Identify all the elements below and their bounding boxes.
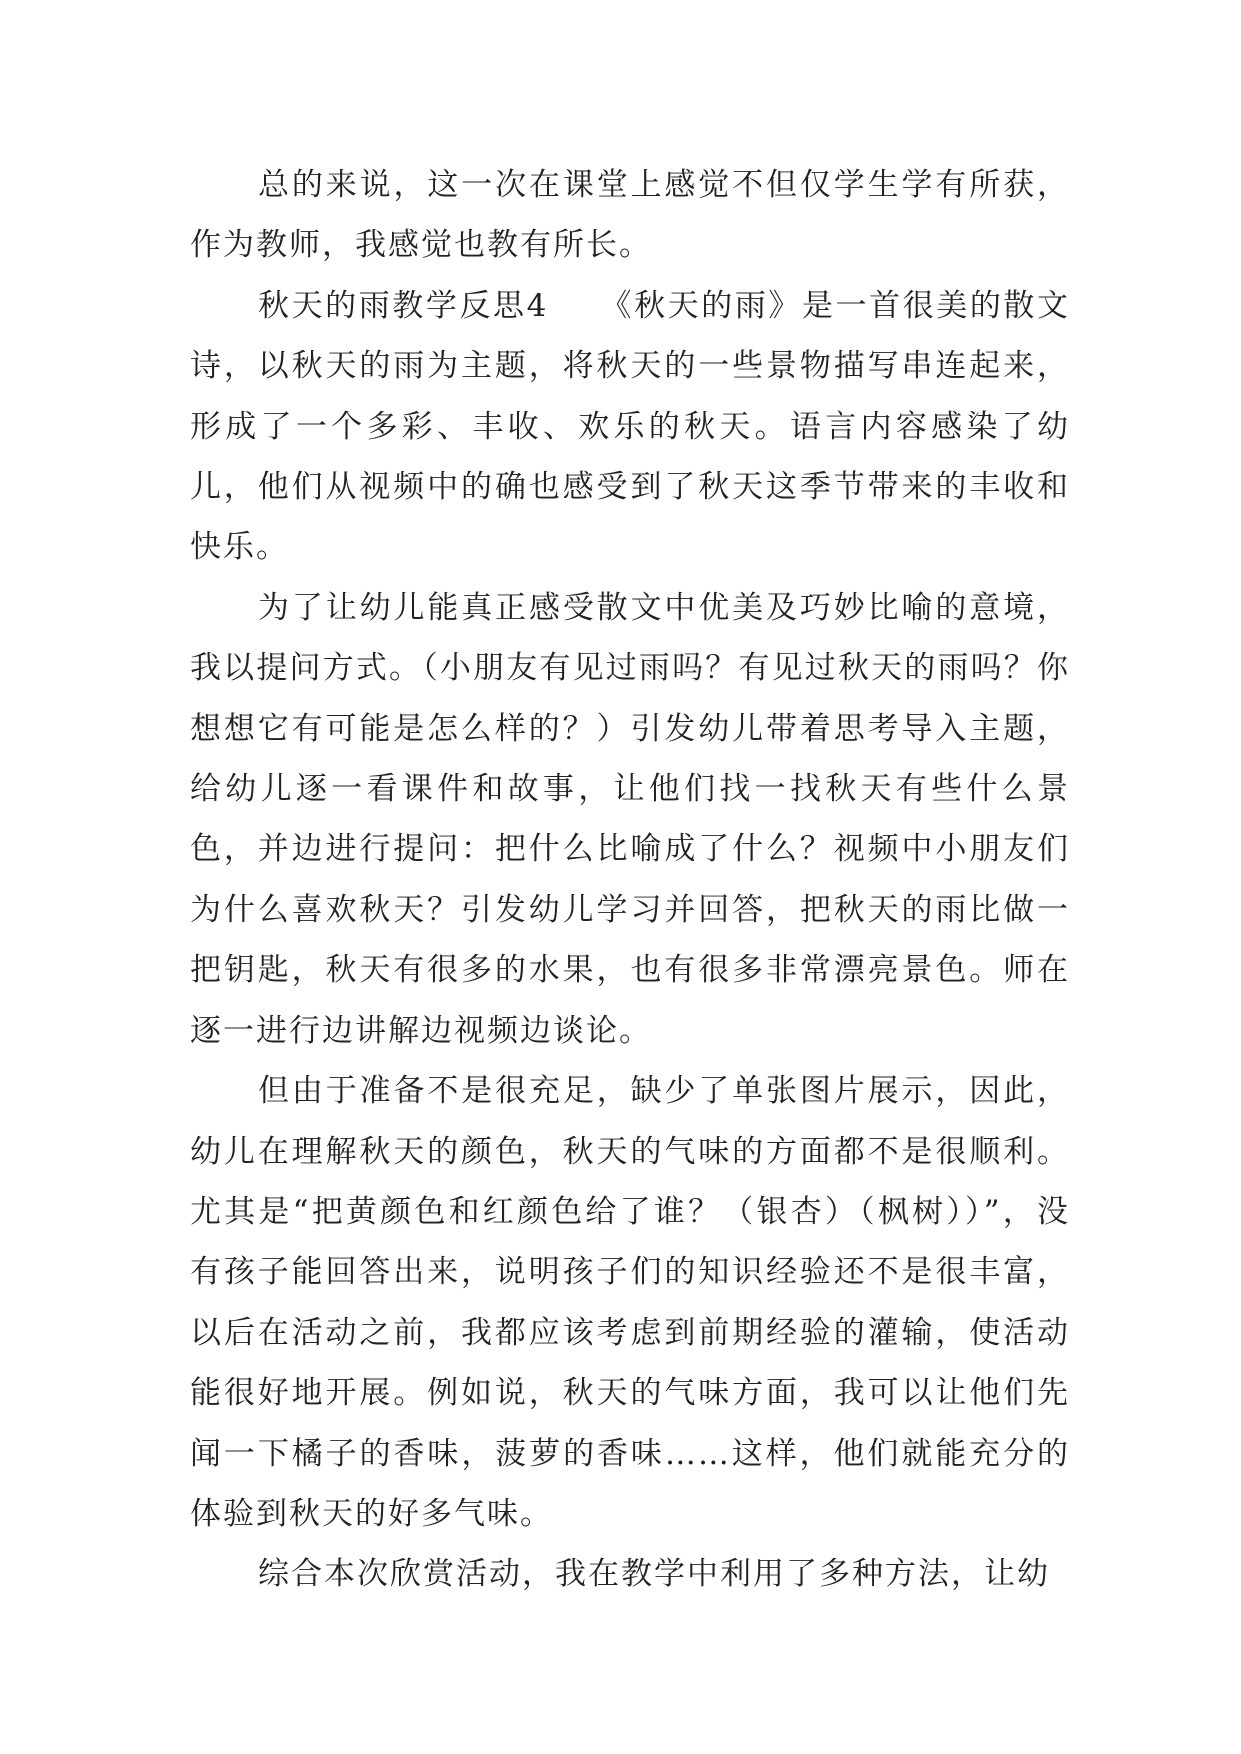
document-body	[190, 155, 1070, 1605]
paragraph-shortcomings: 但由于准备不是很充足，缺少了单张图片展示，因此，幼儿在理解秋天的颜色，秋天的气味的方面都不是很顺利。尤其是“把黄颜色和红颜色给了谁？（银杏）（枫树））”，没有孩子能回答出来，说明孩子们的知识经验还不是很丰富，以后在活动之前，我都应该考虑到前期经验的灌输，使活动能很好地开展。例如说，秋天的气味方面，我可以让他们先闻一下橘子的香味，菠萝的香味……这样，他们就能充分的体验到秋天的好多气味。	[190, 1073, 1070, 1532]
paragraph-conclusion-start: 综合本次欣赏活动，我在教学中利用了多种方法，让幼	[258, 1556, 1050, 1593]
paragraph-summary: 总的来说，这一次在课堂上感觉不但仅学生学有所获，作为教师，我感觉也教有所长。	[190, 167, 1070, 264]
paragraph-questioning-method: 为了让幼儿能真正感受散文中优美及巧妙比喻的意境，我以提问方式。（小朋友有见过雨吗？有见过秋天的雨吗？你想想它有可能是怎么样的？）引发幼儿带着思考导入主题，给幼儿逐一看课件和故事，让他们找一找秋天有些什么景色，并边进行提问：把什么比喻成了什么？视频中小朋友们为什么喜欢秋天？引发幼儿学习并回答，把秋天的雨比做一把钥匙，秋天有很多的水果，也有很多非常漂亮景色。师在逐一进行边讲解边视频边谈论。	[190, 589, 1070, 1049]
paragraph-reflection-4-intro: 秋天的雨教学反思4 《秋天的雨》是一首很美的散文诗，以秋天的雨为主题，将秋天的一些景物描写串连起来，形成了一个多彩、丰收、欢乐的秋天。语言内容感染了幼儿，他们从视频中的确也感受到了秋天这季节带来的丰收和快乐。	[190, 287, 1070, 566]
